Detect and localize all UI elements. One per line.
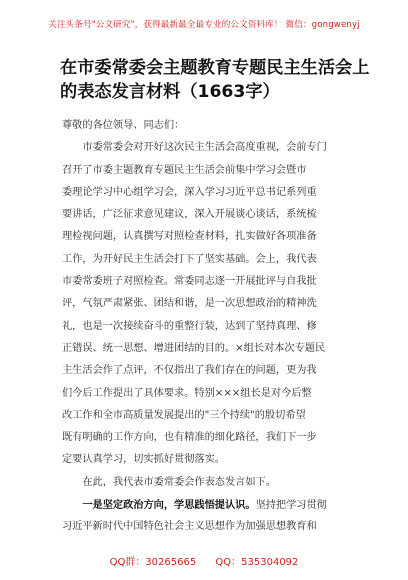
body-line: 们今后工作提出了具体要求。特别×××组长是对今后整 [62,387,312,399]
body-line: 主生活会作了点评，不仅指出了我们存在的问题，更为我 [62,365,317,377]
body-line [62,494,350,516]
title-line: 在市委常委会主题教育专题民主生活会上 [60,58,370,78]
qq-group: QQ群：30265665 [109,557,197,568]
body-line: 既有明确的工作方向，也有精准的细化路径，我们下一步 [62,432,317,444]
body-line: 市委常委班子对照检查。常委同志逐一开展批评与自我批 [62,276,317,288]
qq-number: QQ：535304092 [215,557,299,568]
section-text: 坚持把学习贯彻 [255,500,327,512]
body-line: 委理论学习中心组学习会，深入学习习近平总书记系列重 [62,186,317,198]
body-line: 定要认真学习，切实抓好贯彻落实。 [62,454,225,466]
body-line: 改工作和全市高质量发展提出的"三个持续"的殷切希望 [62,409,306,421]
footer-contact [0,553,408,568]
body-line: 评，气氛严肃紧张、团结和谐，是一次思想政治的精神洗 [62,298,317,310]
section-heading: 一是坚定政治方向，学思践悟提认识。 [62,499,256,512]
body-line: 理检视问题，认真撰写对照检查材料，扎实做好各项准备 [62,231,317,243]
body-line: 召开了市委主题教育专题民主生活会前集中学习会暨市 [62,164,307,176]
document-title [60,56,370,104]
body-line: 习近平新时代中国特色社会主义思想作为加强思想教育和 [62,521,317,533]
body-line: 工作，为开好民主生活会打下了坚实基础。会上，我代表 [62,253,317,265]
salutation: 尊敬的各位领导、同志们： [62,120,185,131]
body-line: 正错误、统一思想、增进团结的目的。×组长对本次专题民 [62,342,326,354]
header-banner: 关注头条号"公文研究"，获得最新最全最专业的公文资料库！ 微信：gongwenyj [48,20,360,30]
body-line: 要讲话，广泛征求意见建议，深入开展谈心谈话，系统梳 [62,209,317,221]
document-body [62,115,350,539]
body-line: 市委常委会对开好这次民主生活会高度重视，会前专门 [62,142,327,154]
body-line: 在此，我代表市委常委会作表态发言如下。 [62,476,276,488]
body-line: 礼，也是一次接续奋斗的重整行装，达到了坚持真理、修 [62,320,317,332]
title-line: 的表态发言材料（1663字） [60,82,280,102]
